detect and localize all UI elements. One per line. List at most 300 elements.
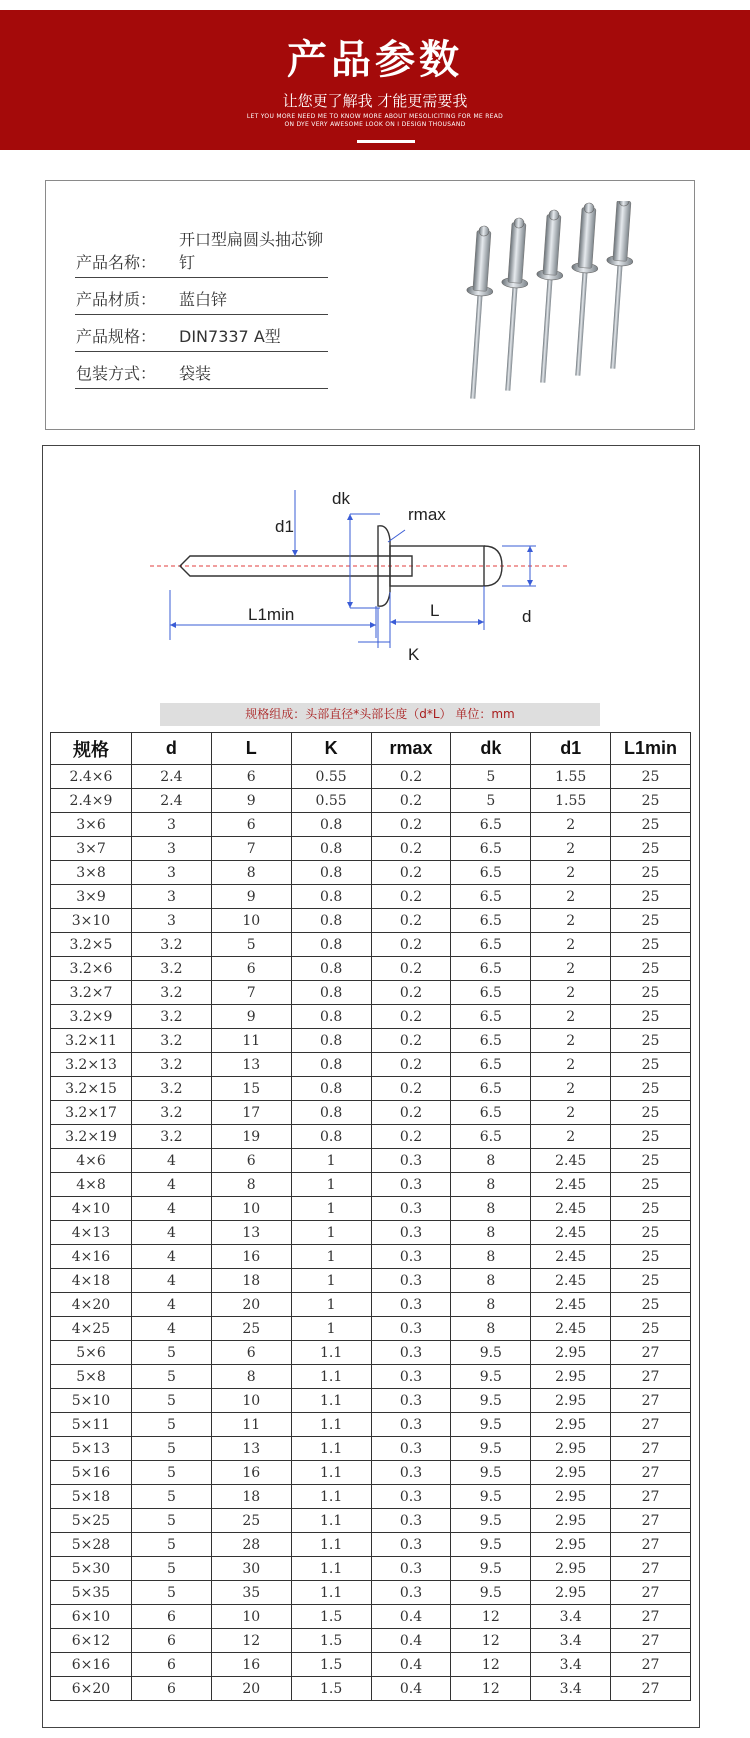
table-cell: 3.2×13: [51, 1053, 132, 1077]
table-cell: 13: [211, 1437, 291, 1461]
table-cell: 0.8: [291, 1029, 371, 1053]
table-cell: 3.4: [531, 1677, 611, 1701]
table-cell: 6.5: [451, 837, 531, 861]
table-cell: 3.2: [131, 1077, 211, 1101]
table-cell: 27: [611, 1509, 691, 1533]
table-cell: 0.2: [371, 957, 451, 981]
table-cell: 3.2: [131, 981, 211, 1005]
table-cell: 2: [531, 1029, 611, 1053]
info-label: 产品名称：: [76, 253, 157, 272]
table-cell: 8: [451, 1221, 531, 1245]
table-cell: 0.3: [371, 1389, 451, 1413]
table-cell: 7: [211, 837, 291, 861]
table-cell: 5: [451, 765, 531, 789]
rivet-5: [599, 201, 637, 369]
table-cell: 3.2×19: [51, 1125, 132, 1149]
product-info-box: [45, 180, 695, 430]
table-cell: 25: [611, 885, 691, 909]
table-cell: 25: [611, 981, 691, 1005]
table-cell: 0.2: [371, 1101, 451, 1125]
table-cell: 8: [451, 1149, 531, 1173]
table-cell: 3: [131, 885, 211, 909]
table-cell: 25: [611, 789, 691, 813]
table-cell: 0.2: [371, 1053, 451, 1077]
table-cell: 9.5: [451, 1581, 531, 1605]
table-cell: 2.4×6: [51, 765, 132, 789]
table-cell: 0.8: [291, 957, 371, 981]
table-cell: 5: [131, 1341, 211, 1365]
info-value: 开口型扁圆头抽芯铆钉: [179, 230, 324, 272]
table-cell: 3.2×15: [51, 1077, 132, 1101]
table-cell: 18: [211, 1269, 291, 1293]
table-cell: 9.5: [451, 1365, 531, 1389]
table-cell: 1.55: [531, 765, 611, 789]
table-cell: 6.5: [451, 1125, 531, 1149]
page-subtitle: 让您更了解我 才能更需要我: [282, 92, 468, 110]
table-cell: 1.1: [291, 1365, 371, 1389]
table-cell: 1.1: [291, 1485, 371, 1509]
table-cell: 2: [531, 861, 611, 885]
table-cell: 0.3: [371, 1485, 451, 1509]
table-cell: 12: [451, 1629, 531, 1653]
info-label: 产品材质：: [76, 290, 157, 309]
table-cell: 27: [611, 1677, 691, 1701]
table-row: [51, 1557, 691, 1581]
table-cell: 6.5: [451, 1029, 531, 1053]
table-row: [51, 837, 691, 861]
table-cell: 20: [211, 1293, 291, 1317]
d1-label: d1: [275, 517, 294, 536]
table-cell: 0.2: [371, 789, 451, 813]
table-cell: 16: [211, 1245, 291, 1269]
table-cell: 3.2×17: [51, 1101, 132, 1125]
table-cell: 6.5: [451, 981, 531, 1005]
table-cell: 9.5: [451, 1389, 531, 1413]
table-cell: 2.95: [531, 1509, 611, 1533]
table-cell: 6: [211, 765, 291, 789]
table-cell: 3.2×6: [51, 957, 132, 981]
table-cell: 1: [291, 1173, 371, 1197]
info-value: 袋装: [179, 364, 212, 383]
table-cell: 0.8: [291, 861, 371, 885]
table-cell: 3.2: [131, 1125, 211, 1149]
table-cell: 8: [451, 1173, 531, 1197]
table-cell: 0.8: [291, 1005, 371, 1029]
table-cell: 4×18: [51, 1269, 132, 1293]
table-cell: 0.8: [291, 1077, 371, 1101]
table-cell: 10: [211, 909, 291, 933]
table-cell: 0.8: [291, 1053, 371, 1077]
table-cell: 17: [211, 1101, 291, 1125]
table-cell: 0.3: [371, 1197, 451, 1221]
table-cell: 5: [131, 1557, 211, 1581]
table-cell: 0.2: [371, 981, 451, 1005]
table-cell: 6.5: [451, 933, 531, 957]
table-cell: 4: [131, 1293, 211, 1317]
table-cell: 1.55: [531, 789, 611, 813]
table-cell: 0.8: [291, 981, 371, 1005]
table-cell: 3.4: [531, 1653, 611, 1677]
table-cell: 5: [131, 1365, 211, 1389]
table-cell: 0.3: [371, 1413, 451, 1437]
table-cell: 1.5: [291, 1629, 371, 1653]
table-cell: 5: [131, 1509, 211, 1533]
table-cell: 12: [451, 1653, 531, 1677]
table-cell: 27: [611, 1413, 691, 1437]
table-cell: 5×6: [51, 1341, 132, 1365]
table-cell: 1: [291, 1269, 371, 1293]
table-cell: 5×28: [51, 1533, 132, 1557]
table-cell: 1.5: [291, 1605, 371, 1629]
table-cell: 0.3: [371, 1269, 451, 1293]
table-cell: 0.2: [371, 861, 451, 885]
table-cell: 5: [131, 1389, 211, 1413]
table-row: [51, 1389, 691, 1413]
table-row: [51, 1245, 691, 1269]
table-cell: 6: [131, 1629, 211, 1653]
table-cell: 0.4: [371, 1629, 451, 1653]
table-cell: 3×7: [51, 837, 132, 861]
info-label: 包装方式：: [76, 364, 157, 383]
table-cell: 3.2×9: [51, 1005, 132, 1029]
info-label: 产品规格：: [76, 327, 157, 346]
table-cell: 2.45: [531, 1221, 611, 1245]
table-cell: 6: [211, 1341, 291, 1365]
table-cell: 0.8: [291, 837, 371, 861]
table-row: [51, 909, 691, 933]
table-cell: 3.4: [531, 1629, 611, 1653]
table-cell: 1.1: [291, 1437, 371, 1461]
table-cell: 3.4: [531, 1605, 611, 1629]
table-row: [51, 789, 691, 813]
table-cell: 0.2: [371, 813, 451, 837]
table-cell: 19: [211, 1125, 291, 1149]
table-row: [51, 933, 691, 957]
table-cell: 2.45: [531, 1197, 611, 1221]
table-cell: 8: [451, 1317, 531, 1341]
table-cell: 28: [211, 1533, 291, 1557]
table-cell: 6: [211, 1149, 291, 1173]
info-row-material: [75, 282, 328, 315]
table-row: [51, 1437, 691, 1461]
rivet-3: [529, 209, 567, 383]
table-cell: 8: [451, 1245, 531, 1269]
table-cell: 10: [211, 1389, 291, 1413]
table-cell: 0.4: [371, 1653, 451, 1677]
table-cell: 27: [611, 1557, 691, 1581]
table-cell: 25: [611, 1245, 691, 1269]
table-cell: 1: [291, 1149, 371, 1173]
table-cell: 0.2: [371, 1077, 451, 1101]
table-cell: 3: [131, 861, 211, 885]
table-cell: 0.3: [371, 1533, 451, 1557]
table-row: [51, 1317, 691, 1341]
table-row: [51, 1149, 691, 1173]
table-cell: 1.1: [291, 1413, 371, 1437]
table-cell: 25: [611, 1293, 691, 1317]
table-cell: 6.5: [451, 1005, 531, 1029]
table-cell: 1.5: [291, 1653, 371, 1677]
table-row: [51, 765, 691, 789]
table-cell: 27: [611, 1533, 691, 1557]
table-cell: 16: [211, 1461, 291, 1485]
table-cell: 0.2: [371, 885, 451, 909]
table-row: [51, 1053, 691, 1077]
column-header: L: [211, 733, 291, 765]
diagram-caption: 规格组成：头部直径*头部长度（d*L） 单位：mm: [160, 703, 600, 726]
table-cell: 0.8: [291, 885, 371, 909]
table-cell: 25: [611, 1005, 691, 1029]
table-cell: 35: [211, 1581, 291, 1605]
table-row: [51, 1677, 691, 1701]
english-tagline: [0, 113, 750, 129]
column-header: d1: [531, 733, 611, 765]
table-cell: 3.2: [131, 933, 211, 957]
table-cell: 0.2: [371, 909, 451, 933]
table-cell: 3.2×7: [51, 981, 132, 1005]
table-cell: 0.3: [371, 1437, 451, 1461]
table-cell: 5: [131, 1413, 211, 1437]
table-row: [51, 1533, 691, 1557]
table-cell: 6: [211, 957, 291, 981]
table-cell: 2: [531, 1077, 611, 1101]
table-row: [51, 1365, 691, 1389]
table-cell: 7: [211, 981, 291, 1005]
table-cell: 2.4: [131, 789, 211, 813]
table-cell: 2.95: [531, 1341, 611, 1365]
table-cell: 4×8: [51, 1173, 132, 1197]
table-cell: 4: [131, 1317, 211, 1341]
table-cell: 4×16: [51, 1245, 132, 1269]
table-cell: 6.5: [451, 909, 531, 933]
table-cell: 3: [131, 909, 211, 933]
table-row: [51, 1581, 691, 1605]
table-cell: 8: [211, 861, 291, 885]
table-cell: 8: [451, 1293, 531, 1317]
table-row: [51, 1485, 691, 1509]
table-cell: 2.45: [531, 1245, 611, 1269]
table-cell: 6×10: [51, 1605, 132, 1629]
table-cell: 0.3: [371, 1149, 451, 1173]
header-banner: [0, 10, 750, 150]
table-cell: 9.5: [451, 1437, 531, 1461]
table-cell: 25: [611, 933, 691, 957]
rivets-product-image: [456, 201, 656, 421]
table-cell: 9: [211, 789, 291, 813]
table-row: [51, 1413, 691, 1437]
table-cell: 4: [131, 1173, 211, 1197]
table-cell: 10: [211, 1605, 291, 1629]
table-cell: 3×9: [51, 885, 132, 909]
table-cell: 4: [131, 1149, 211, 1173]
table-cell: 9.5: [451, 1485, 531, 1509]
table-cell: 2.95: [531, 1485, 611, 1509]
table-cell: 5×18: [51, 1485, 132, 1509]
table-cell: 0.3: [371, 1293, 451, 1317]
table-row: [51, 1005, 691, 1029]
table-cell: 6.5: [451, 861, 531, 885]
table-row: [51, 1221, 691, 1245]
table-row: [51, 1341, 691, 1365]
table-cell: 0.2: [371, 933, 451, 957]
table-cell: 4: [131, 1221, 211, 1245]
table-cell: 4×20: [51, 1293, 132, 1317]
table-cell: 27: [611, 1365, 691, 1389]
rmax-leader: [388, 530, 405, 542]
table-cell: 18: [211, 1485, 291, 1509]
table-cell: 6.5: [451, 1101, 531, 1125]
table-cell: 5: [131, 1461, 211, 1485]
table-row: [51, 1077, 691, 1101]
table-row: [51, 1461, 691, 1485]
table-cell: 2: [531, 909, 611, 933]
table-cell: 30: [211, 1557, 291, 1581]
table-cell: 1.1: [291, 1533, 371, 1557]
table-cell: 25: [611, 1221, 691, 1245]
table-cell: 25: [611, 909, 691, 933]
table-cell: 12: [451, 1605, 531, 1629]
table-cell: 3.2: [131, 957, 211, 981]
table-cell: 6.5: [451, 1077, 531, 1101]
table-cell: 5: [131, 1533, 211, 1557]
table-cell: 4×25: [51, 1317, 132, 1341]
table-cell: 1.1: [291, 1509, 371, 1533]
table-cell: 0.2: [371, 1005, 451, 1029]
table-cell: 27: [611, 1461, 691, 1485]
table-cell: 25: [611, 1077, 691, 1101]
table-cell: 6.5: [451, 957, 531, 981]
table-cell: 0.2: [371, 837, 451, 861]
table-cell: 8: [211, 1365, 291, 1389]
table-cell: 25: [611, 957, 691, 981]
spec-table: [50, 732, 691, 1701]
table-cell: 25: [611, 1101, 691, 1125]
table-cell: 20: [211, 1677, 291, 1701]
table-cell: 27: [611, 1341, 691, 1365]
table-cell: 27: [611, 1605, 691, 1629]
l-label: L: [430, 601, 440, 620]
table-cell: 16: [211, 1653, 291, 1677]
table-cell: 6.5: [451, 1053, 531, 1077]
table-cell: 2.95: [531, 1581, 611, 1605]
column-header: rmax: [371, 733, 451, 765]
table-cell: 8: [451, 1269, 531, 1293]
table-cell: 25: [611, 1053, 691, 1077]
table-cell: 25: [611, 765, 691, 789]
table-cell: 4: [131, 1197, 211, 1221]
table-cell: 5: [131, 1437, 211, 1461]
table-cell: 2: [531, 981, 611, 1005]
table-cell: 15: [211, 1077, 291, 1101]
rivet-1: [459, 225, 497, 399]
english-tagline-line1: LET YOU MORE NEED ME TO KNOW MORE ABOUT MESOLICITING FOR ME READ: [246, 113, 504, 120]
table-cell: 3: [131, 813, 211, 837]
rivet-4: [564, 202, 602, 376]
table-cell: 3: [131, 837, 211, 861]
table-cell: 9.5: [451, 1341, 531, 1365]
page-title: 产品参数: [287, 37, 463, 83]
table-cell: 0.4: [371, 1605, 451, 1629]
table-cell: 2: [531, 933, 611, 957]
table-cell: 0.2: [371, 1125, 451, 1149]
table-cell: 6: [211, 813, 291, 837]
table-cell: 6: [131, 1653, 211, 1677]
table-cell: 3.2×5: [51, 933, 132, 957]
table-row: [51, 1197, 691, 1221]
table-cell: 2: [531, 837, 611, 861]
table-cell: 8: [451, 1197, 531, 1221]
table-row: [51, 813, 691, 837]
table-row: [51, 1101, 691, 1125]
table-cell: 3.2×11: [51, 1029, 132, 1053]
table-cell: 0.2: [371, 765, 451, 789]
table-cell: 6: [131, 1677, 211, 1701]
table-cell: 0.3: [371, 1509, 451, 1533]
title-underline: [357, 140, 415, 143]
table-cell: 5×8: [51, 1365, 132, 1389]
table-row: [51, 885, 691, 909]
table-cell: 10: [211, 1197, 291, 1221]
table-cell: 27: [611, 1485, 691, 1509]
table-cell: 1: [291, 1197, 371, 1221]
d-label: d: [522, 607, 532, 626]
table-cell: 0.3: [371, 1365, 451, 1389]
table-cell: 0.8: [291, 813, 371, 837]
table-row: [51, 1629, 691, 1653]
table-cell: 5×13: [51, 1437, 132, 1461]
table-cell: 1.1: [291, 1341, 371, 1365]
table-row: [51, 1173, 691, 1197]
table-cell: 25: [611, 813, 691, 837]
table-cell: 0.3: [371, 1341, 451, 1365]
table-cell: 3×10: [51, 909, 132, 933]
table-cell: 5×11: [51, 1413, 132, 1437]
table-cell: 1: [291, 1293, 371, 1317]
column-header: dk: [451, 733, 531, 765]
table-cell: 0.55: [291, 765, 371, 789]
table-cell: 6×20: [51, 1677, 132, 1701]
table-cell: 9.5: [451, 1509, 531, 1533]
table-cell: 6.5: [451, 885, 531, 909]
table-cell: 0.2: [371, 1029, 451, 1053]
table-cell: 5×30: [51, 1557, 132, 1581]
table-row: [51, 1293, 691, 1317]
table-cell: 25: [211, 1509, 291, 1533]
table-cell: 2.95: [531, 1533, 611, 1557]
table-cell: 0.3: [371, 1461, 451, 1485]
table-cell: 0.3: [371, 1581, 451, 1605]
table-cell: 25: [611, 1317, 691, 1341]
table-cell: 3.2: [131, 1053, 211, 1077]
table-cell: 25: [611, 1029, 691, 1053]
table-cell: 27: [611, 1437, 691, 1461]
table-cell: 2.95: [531, 1413, 611, 1437]
table-cell: 5: [131, 1485, 211, 1509]
table-cell: 0.4: [371, 1677, 451, 1701]
column-header: K: [291, 733, 371, 765]
table-cell: 25: [611, 1173, 691, 1197]
rivet-2: [494, 217, 532, 391]
table-cell: 25: [611, 861, 691, 885]
table-cell: 2: [531, 1101, 611, 1125]
table-row: [51, 1029, 691, 1053]
table-cell: 4×6: [51, 1149, 132, 1173]
info-row-packaging: [75, 356, 328, 389]
column-header: L1min: [611, 733, 691, 765]
table-cell: 5×10: [51, 1389, 132, 1413]
table-cell: 4: [131, 1269, 211, 1293]
table-cell: 2.45: [531, 1173, 611, 1197]
